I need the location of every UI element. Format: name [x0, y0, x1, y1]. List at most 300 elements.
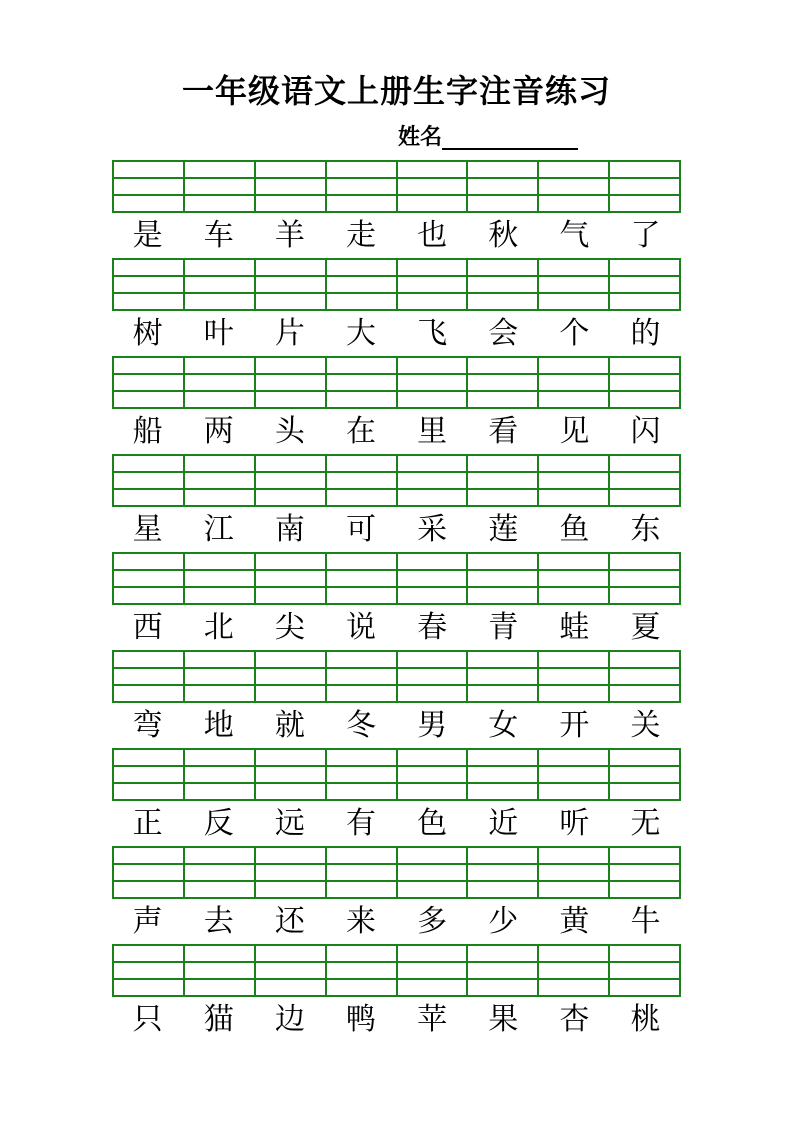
name-field-row	[398, 124, 793, 152]
pinyin-cell[interactable]	[184, 749, 255, 766]
pinyin-cell[interactable]	[467, 391, 538, 408]
pinyin-cell[interactable]	[113, 276, 184, 293]
practice-character: 鸭	[345, 1003, 376, 1036]
pinyin-cell[interactable]	[255, 668, 326, 685]
practice-character: 就	[274, 709, 305, 742]
pinyin-cell[interactable]	[326, 259, 397, 276]
pinyin-cell[interactable]	[609, 161, 680, 178]
pinyin-cell[interactable]	[326, 472, 397, 489]
pinyin-cell[interactable]	[184, 553, 255, 570]
pinyin-cell[interactable]	[184, 945, 255, 962]
pinyin-cell[interactable]	[184, 455, 255, 472]
pinyin-cell[interactable]	[255, 391, 326, 408]
pinyin-cell[interactable]	[397, 881, 468, 898]
pinyin-cell[interactable]	[609, 374, 680, 391]
pinyin-cell[interactable]	[255, 259, 326, 276]
pinyin-cell[interactable]	[609, 962, 680, 979]
pinyin-cell[interactable]	[609, 455, 680, 472]
pinyin-cell[interactable]	[467, 945, 538, 962]
pinyin-cell[interactable]	[255, 651, 326, 668]
character-row	[112, 899, 681, 944]
pinyin-cell[interactable]	[255, 847, 326, 864]
pinyin-cell[interactable]	[397, 357, 468, 374]
pinyin-cell[interactable]	[397, 651, 468, 668]
practice-character: 星	[132, 513, 163, 546]
character-row	[112, 997, 681, 1042]
pinyin-cell[interactable]	[184, 259, 255, 276]
pinyin-cell[interactable]	[538, 570, 609, 587]
pinyin-cell[interactable]	[184, 161, 255, 178]
practice-character: 东	[630, 513, 661, 546]
character-row	[112, 605, 681, 650]
pinyin-cell[interactable]	[326, 685, 397, 702]
practice-character: 走	[345, 219, 376, 252]
pinyin-cell[interactable]	[255, 455, 326, 472]
pinyin-cell[interactable]	[467, 357, 538, 374]
pinyin-grid	[112, 160, 681, 213]
pinyin-cell[interactable]	[609, 391, 680, 408]
pinyin-cell[interactable]	[326, 553, 397, 570]
pinyin-cell[interactable]	[538, 587, 609, 604]
name-input-line[interactable]	[442, 126, 578, 150]
pinyin-cell[interactable]	[397, 945, 468, 962]
pinyin-cell[interactable]	[538, 161, 609, 178]
pinyin-cell[interactable]	[326, 276, 397, 293]
pinyin-cell[interactable]	[397, 847, 468, 864]
practice-character: 夏	[630, 611, 661, 644]
pinyin-cell[interactable]	[113, 749, 184, 766]
practice-character: 秋	[488, 219, 519, 252]
practice-character: 鱼	[559, 513, 590, 546]
pinyin-cell[interactable]	[113, 945, 184, 962]
pinyin-cell[interactable]	[467, 668, 538, 685]
pinyin-cell[interactable]	[538, 276, 609, 293]
pinyin-cell[interactable]	[255, 962, 326, 979]
pinyin-cell[interactable]	[397, 455, 468, 472]
pinyin-cell[interactable]	[609, 259, 680, 276]
pinyin-cell[interactable]	[113, 570, 184, 587]
pinyin-cell[interactable]	[467, 979, 538, 996]
pinyin-grid-row	[113, 979, 680, 996]
pinyin-cell[interactable]	[467, 472, 538, 489]
pinyin-cell[interactable]	[113, 962, 184, 979]
pinyin-cell[interactable]	[184, 668, 255, 685]
pinyin-cell[interactable]	[255, 195, 326, 212]
practice-character: 在	[345, 415, 376, 448]
pinyin-cell[interactable]	[326, 161, 397, 178]
pinyin-cell[interactable]	[467, 276, 538, 293]
pinyin-cell[interactable]	[538, 847, 609, 864]
pinyin-cell[interactable]	[397, 668, 468, 685]
pinyin-cell[interactable]	[184, 766, 255, 783]
pinyin-grid	[112, 552, 681, 605]
pinyin-cell[interactable]	[113, 864, 184, 881]
pinyin-cell[interactable]	[255, 178, 326, 195]
pinyin-cell[interactable]	[467, 195, 538, 212]
pinyin-cell[interactable]	[113, 881, 184, 898]
pinyin-cell[interactable]	[467, 489, 538, 506]
pinyin-cell[interactable]	[326, 391, 397, 408]
pinyin-cell[interactable]	[113, 293, 184, 310]
pinyin-cell[interactable]	[538, 455, 609, 472]
pinyin-cell[interactable]	[467, 161, 538, 178]
pinyin-cell[interactable]	[609, 178, 680, 195]
practice-character: 会	[488, 317, 519, 350]
pinyin-grid-row	[113, 374, 680, 391]
pinyin-cell[interactable]	[184, 293, 255, 310]
pinyin-cell[interactable]	[538, 749, 609, 766]
pinyin-cell[interactable]	[538, 962, 609, 979]
pinyin-cell[interactable]	[184, 357, 255, 374]
practice-character: 女	[488, 709, 519, 742]
pinyin-cell[interactable]	[538, 374, 609, 391]
pinyin-cell[interactable]	[467, 685, 538, 702]
practice-character: 无	[630, 807, 661, 840]
pinyin-grid-body	[113, 847, 680, 898]
pinyin-cell[interactable]	[467, 553, 538, 570]
pinyin-grid-row	[113, 783, 680, 800]
pinyin-cell[interactable]	[467, 881, 538, 898]
pinyin-cell[interactable]	[113, 651, 184, 668]
pinyin-cell[interactable]	[326, 783, 397, 800]
pinyin-cell[interactable]	[326, 570, 397, 587]
practice-character: 个	[559, 317, 590, 350]
practice-character: 气	[559, 219, 590, 252]
pinyin-grid-body	[113, 455, 680, 506]
pinyin-cell[interactable]	[397, 293, 468, 310]
pinyin-cell[interactable]	[113, 766, 184, 783]
pinyin-cell[interactable]	[538, 881, 609, 898]
character-row	[112, 801, 681, 846]
pinyin-cell[interactable]	[326, 651, 397, 668]
pinyin-cell[interactable]	[255, 553, 326, 570]
pinyin-cell[interactable]	[113, 357, 184, 374]
pinyin-cell[interactable]	[184, 276, 255, 293]
pinyin-cell[interactable]	[397, 587, 468, 604]
pinyin-grid-row	[113, 259, 680, 276]
pinyin-cell[interactable]	[255, 766, 326, 783]
practice-character: 看	[488, 415, 519, 448]
pinyin-cell[interactable]	[609, 553, 680, 570]
pinyin-cell[interactable]	[113, 587, 184, 604]
pinyin-cell[interactable]	[397, 259, 468, 276]
pinyin-cell[interactable]	[609, 766, 680, 783]
pinyin-cell[interactable]	[467, 749, 538, 766]
pinyin-cell[interactable]	[397, 864, 468, 881]
pinyin-cell[interactable]	[609, 195, 680, 212]
pinyin-cell[interactable]	[609, 668, 680, 685]
pinyin-cell[interactable]	[113, 161, 184, 178]
pinyin-cell[interactable]	[255, 749, 326, 766]
practice-character: 冬	[345, 709, 376, 742]
pinyin-cell[interactable]	[538, 472, 609, 489]
pinyin-cell[interactable]	[113, 195, 184, 212]
pinyin-cell[interactable]	[467, 570, 538, 587]
practice-character: 多	[417, 905, 448, 938]
pinyin-cell[interactable]	[609, 570, 680, 587]
pinyin-cell[interactable]	[326, 587, 397, 604]
pinyin-cell[interactable]	[184, 391, 255, 408]
practice-character: 闪	[630, 415, 661, 448]
practice-block	[112, 846, 681, 944]
character-row	[112, 703, 681, 748]
pinyin-cell[interactable]	[184, 489, 255, 506]
pinyin-cell[interactable]	[538, 178, 609, 195]
pinyin-cell[interactable]	[397, 570, 468, 587]
pinyin-cell[interactable]	[538, 259, 609, 276]
pinyin-cell[interactable]	[326, 962, 397, 979]
pinyin-grid-row	[113, 161, 680, 178]
pinyin-cell[interactable]	[326, 864, 397, 881]
pinyin-cell[interactable]	[538, 945, 609, 962]
pinyin-cell[interactable]	[113, 472, 184, 489]
practice-character: 里	[417, 415, 448, 448]
pinyin-cell[interactable]	[255, 945, 326, 962]
pinyin-cell[interactable]	[609, 587, 680, 604]
pinyin-cell[interactable]	[467, 766, 538, 783]
pinyin-cell[interactable]	[609, 881, 680, 898]
pinyin-cell[interactable]	[397, 374, 468, 391]
pinyin-grid	[112, 846, 681, 899]
practice-character: 树	[132, 317, 163, 350]
pinyin-cell[interactable]	[467, 962, 538, 979]
pinyin-grid-row	[113, 685, 680, 702]
pinyin-cell[interactable]	[113, 979, 184, 996]
pinyin-cell[interactable]	[255, 472, 326, 489]
practice-character: 采	[417, 513, 448, 546]
pinyin-cell[interactable]	[397, 749, 468, 766]
pinyin-cell[interactable]	[397, 161, 468, 178]
pinyin-cell[interactable]	[538, 783, 609, 800]
pinyin-cell[interactable]	[609, 357, 680, 374]
pinyin-cell[interactable]	[397, 178, 468, 195]
pinyin-cell[interactable]	[397, 276, 468, 293]
pinyin-cell[interactable]	[538, 685, 609, 702]
pinyin-cell[interactable]	[326, 489, 397, 506]
pinyin-cell[interactable]	[113, 783, 184, 800]
practice-character: 地	[203, 709, 234, 742]
pinyin-cell[interactable]	[538, 553, 609, 570]
pinyin-cell[interactable]	[255, 979, 326, 996]
pinyin-cell[interactable]	[467, 864, 538, 881]
pinyin-cell[interactable]	[184, 570, 255, 587]
pinyin-cell[interactable]	[113, 374, 184, 391]
pinyin-cell[interactable]	[326, 847, 397, 864]
pinyin-cell[interactable]	[326, 455, 397, 472]
pinyin-cell[interactable]	[255, 489, 326, 506]
pinyin-cell[interactable]	[184, 847, 255, 864]
pinyin-grid-row	[113, 391, 680, 408]
pinyin-cell[interactable]	[184, 651, 255, 668]
pinyin-cell[interactable]	[255, 293, 326, 310]
pinyin-cell[interactable]	[467, 587, 538, 604]
pinyin-grid-row	[113, 847, 680, 864]
pinyin-cell[interactable]	[113, 685, 184, 702]
pinyin-cell[interactable]	[184, 864, 255, 881]
practice-character: 苹	[417, 1003, 448, 1036]
pinyin-cell[interactable]	[326, 195, 397, 212]
pinyin-cell[interactable]	[184, 472, 255, 489]
pinyin-cell[interactable]	[467, 259, 538, 276]
pinyin-cell[interactable]	[397, 553, 468, 570]
pinyin-cell[interactable]	[467, 651, 538, 668]
pinyin-cell[interactable]	[326, 945, 397, 962]
pinyin-cell[interactable]	[397, 195, 468, 212]
pinyin-cell[interactable]	[538, 651, 609, 668]
pinyin-cell[interactable]	[326, 881, 397, 898]
practice-character: 叶	[203, 317, 234, 350]
practice-character: 船	[132, 415, 163, 448]
pinyin-cell[interactable]	[609, 979, 680, 996]
pinyin-cell[interactable]	[397, 489, 468, 506]
practice-character: 有	[345, 807, 376, 840]
pinyin-cell[interactable]	[255, 685, 326, 702]
pinyin-cell[interactable]	[609, 749, 680, 766]
practice-character: 可	[345, 513, 376, 546]
pinyin-cell[interactable]	[184, 962, 255, 979]
practice-character: 头	[274, 415, 305, 448]
pinyin-grid-row	[113, 553, 680, 570]
pinyin-cell[interactable]	[397, 685, 468, 702]
practice-character: 是	[132, 219, 163, 252]
practice-character: 也	[417, 219, 448, 252]
pinyin-grid-row	[113, 357, 680, 374]
pinyin-grid-row	[113, 195, 680, 212]
pinyin-grid-row	[113, 668, 680, 685]
pinyin-cell[interactable]	[538, 668, 609, 685]
practice-block	[112, 258, 681, 356]
pinyin-cell[interactable]	[113, 391, 184, 408]
practice-character: 大	[345, 317, 376, 350]
pinyin-cell[interactable]	[467, 455, 538, 472]
character-row	[112, 409, 681, 454]
pinyin-cell[interactable]	[113, 847, 184, 864]
pinyin-cell[interactable]	[184, 178, 255, 195]
practice-character: 反	[203, 807, 234, 840]
pinyin-cell[interactable]	[467, 374, 538, 391]
pinyin-cell[interactable]	[397, 391, 468, 408]
pinyin-cell[interactable]	[538, 391, 609, 408]
pinyin-cell[interactable]	[255, 357, 326, 374]
pinyin-cell[interactable]	[326, 178, 397, 195]
pinyin-cell[interactable]	[538, 195, 609, 212]
pinyin-cell[interactable]	[609, 472, 680, 489]
pinyin-cell[interactable]	[609, 293, 680, 310]
pinyin-cell[interactable]	[184, 979, 255, 996]
pinyin-cell[interactable]	[184, 374, 255, 391]
pinyin-cell[interactable]	[397, 472, 468, 489]
practice-character: 少	[488, 905, 519, 938]
pinyin-cell[interactable]	[184, 881, 255, 898]
pinyin-cell[interactable]	[113, 489, 184, 506]
pinyin-cell[interactable]	[113, 668, 184, 685]
pinyin-cell[interactable]	[467, 178, 538, 195]
pinyin-cell[interactable]	[538, 766, 609, 783]
practice-block	[112, 748, 681, 846]
pinyin-grid-row	[113, 570, 680, 587]
pinyin-cell[interactable]	[538, 357, 609, 374]
practice-block	[112, 650, 681, 748]
pinyin-grid-row	[113, 864, 680, 881]
pinyin-cell[interactable]	[609, 864, 680, 881]
practice-character: 还	[274, 905, 305, 938]
pinyin-cell[interactable]	[255, 161, 326, 178]
pinyin-cell[interactable]	[255, 881, 326, 898]
pinyin-cell[interactable]	[326, 668, 397, 685]
pinyin-cell[interactable]	[255, 587, 326, 604]
pinyin-cell[interactable]	[326, 766, 397, 783]
pinyin-cell[interactable]	[467, 293, 538, 310]
pinyin-cell[interactable]	[609, 783, 680, 800]
pinyin-cell[interactable]	[255, 783, 326, 800]
pinyin-cell[interactable]	[184, 587, 255, 604]
pinyin-cell[interactable]	[326, 749, 397, 766]
pinyin-cell[interactable]	[113, 455, 184, 472]
pinyin-cell[interactable]	[184, 783, 255, 800]
pinyin-grid	[112, 944, 681, 997]
pinyin-cell[interactable]	[326, 374, 397, 391]
practice-character: 弯	[132, 709, 163, 742]
pinyin-cell[interactable]	[538, 489, 609, 506]
practice-character: 尖	[274, 611, 305, 644]
practice-character: 片	[274, 317, 305, 350]
pinyin-cell[interactable]	[255, 374, 326, 391]
character-row	[112, 311, 681, 356]
pinyin-cell[interactable]	[184, 195, 255, 212]
pinyin-cell[interactable]	[609, 489, 680, 506]
pinyin-cell[interactable]	[538, 293, 609, 310]
pinyin-cell[interactable]	[397, 783, 468, 800]
pinyin-cell[interactable]	[467, 783, 538, 800]
pinyin-cell[interactable]	[255, 276, 326, 293]
pinyin-cell[interactable]	[397, 962, 468, 979]
name-label: 姓名	[398, 124, 443, 149]
practice-block	[112, 552, 681, 650]
pinyin-cell[interactable]	[326, 357, 397, 374]
page-title: 一年级语文上册生字注音练习	[181, 73, 611, 109]
practice-block	[112, 944, 681, 1042]
pinyin-cell[interactable]	[397, 979, 468, 996]
practice-character: 开	[559, 709, 590, 742]
pinyin-cell[interactable]	[609, 276, 680, 293]
pinyin-cell[interactable]	[113, 553, 184, 570]
pinyin-grid-row	[113, 945, 680, 962]
practice-character: 西	[132, 611, 163, 644]
pinyin-cell[interactable]	[467, 847, 538, 864]
pinyin-cell[interactable]	[609, 685, 680, 702]
pinyin-grid-row	[113, 749, 680, 766]
pinyin-cell[interactable]	[326, 293, 397, 310]
pinyin-cell[interactable]	[326, 979, 397, 996]
practice-character: 色	[417, 807, 448, 840]
pinyin-cell[interactable]	[255, 864, 326, 881]
pinyin-cell[interactable]	[113, 178, 184, 195]
pinyin-cell[interactable]	[113, 259, 184, 276]
pinyin-grid-body	[113, 749, 680, 800]
pinyin-grid	[112, 748, 681, 801]
pinyin-cell[interactable]	[255, 570, 326, 587]
pinyin-cell[interactable]	[609, 651, 680, 668]
pinyin-cell[interactable]	[397, 766, 468, 783]
pinyin-cell[interactable]	[184, 685, 255, 702]
practice-blocks	[112, 160, 681, 1042]
practice-character: 去	[203, 905, 234, 938]
pinyin-cell[interactable]	[609, 945, 680, 962]
pinyin-cell[interactable]	[538, 979, 609, 996]
pinyin-cell[interactable]	[609, 847, 680, 864]
practice-character: 远	[274, 807, 305, 840]
pinyin-cell[interactable]	[538, 864, 609, 881]
